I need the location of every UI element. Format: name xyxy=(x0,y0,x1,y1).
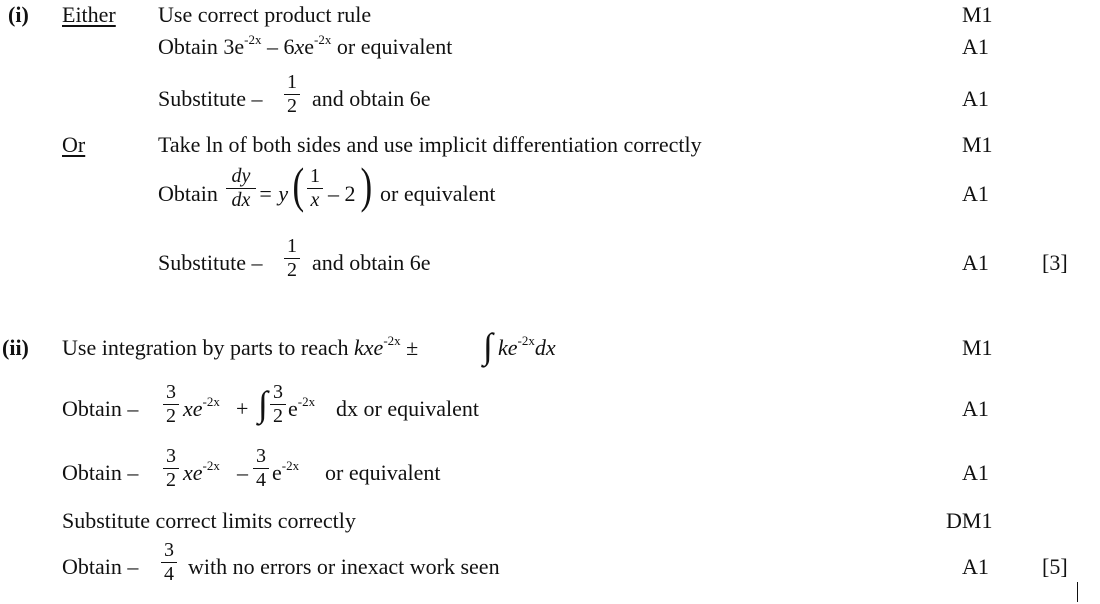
integral-sign: ∫ xyxy=(483,326,493,366)
step-text: dx or equivalent xyxy=(336,396,479,421)
minus-sign: – xyxy=(237,460,248,485)
step-text: Obtain xyxy=(158,181,218,206)
plus-sign: + xyxy=(236,396,249,421)
mark: A1 xyxy=(962,181,989,206)
step-text: and obtain 6e xyxy=(312,86,431,111)
fraction: 3 4 xyxy=(253,446,269,490)
step-text: Obtain – xyxy=(62,554,139,579)
step-text: or equivalent xyxy=(380,181,496,206)
xe-term: $xe^{-2x}$ xyxy=(183,458,220,485)
derivative-fraction: dy dx xyxy=(226,166,256,210)
part-i-label: (i) xyxy=(8,2,29,27)
mark: M1 xyxy=(962,335,993,360)
step-text: or equivalent xyxy=(325,460,441,485)
right-paren: ) xyxy=(360,157,373,213)
fraction: 3 2 xyxy=(163,382,179,426)
step-expression: Obtain $3e^{-2x} - 6xe^{-2x}$ or equivalent xyxy=(158,32,453,59)
equals-y: = y xyxy=(258,181,289,206)
xe-term: $xe^{-2x}$ xyxy=(183,394,220,421)
text-cursor xyxy=(1077,582,1078,602)
integral-sign: ∫ xyxy=(258,384,268,424)
mark: A1 xyxy=(962,250,989,275)
mark: M1 xyxy=(962,2,993,27)
step-expression: Use integration by parts to reach kxe$^{-2x}$ ± xyxy=(62,333,419,360)
fraction: 1 2 xyxy=(284,236,300,280)
fraction: 3 2 xyxy=(163,446,179,490)
part-ii-label: (ii) xyxy=(2,335,29,360)
fraction: 3 2 xyxy=(270,382,286,426)
mark: A1 xyxy=(962,34,989,59)
either-label: Either xyxy=(62,2,116,27)
mark: DM1 xyxy=(946,508,993,533)
mark: M1 xyxy=(962,132,993,157)
e-term: $e^{-2x}$ xyxy=(288,394,316,421)
step-text: Substitute – xyxy=(158,86,263,111)
e-term: $e^{-2x}$ xyxy=(272,458,300,485)
left-paren: ( xyxy=(292,157,305,213)
total-marks: [3] xyxy=(1042,250,1068,275)
step-text: with no errors or inexact work seen xyxy=(188,554,500,579)
fraction: 1 x xyxy=(307,166,323,210)
mark: A1 xyxy=(962,554,989,579)
or-label: Or xyxy=(62,132,86,157)
step-text: Obtain – xyxy=(62,396,139,421)
step-text: Obtain – xyxy=(62,460,139,485)
step-text: and obtain 6e xyxy=(312,250,431,275)
minus-two: – 2 xyxy=(328,181,356,206)
total-marks: [5] xyxy=(1042,554,1068,579)
step-text: Substitute – xyxy=(158,250,263,275)
mark: A1 xyxy=(962,396,989,421)
integrand: $ke^{-2x}dx$ xyxy=(498,333,556,360)
step-text: Use correct product rule xyxy=(158,2,372,27)
step-text: Substitute correct limits correctly xyxy=(62,508,356,533)
mark: A1 xyxy=(962,86,989,111)
mark: A1 xyxy=(962,460,989,485)
fraction: 3 4 xyxy=(161,540,177,584)
step-text: Take ln of both sides and use implicit differentiation correctly xyxy=(158,132,702,157)
fraction: 1 2 xyxy=(284,72,300,116)
